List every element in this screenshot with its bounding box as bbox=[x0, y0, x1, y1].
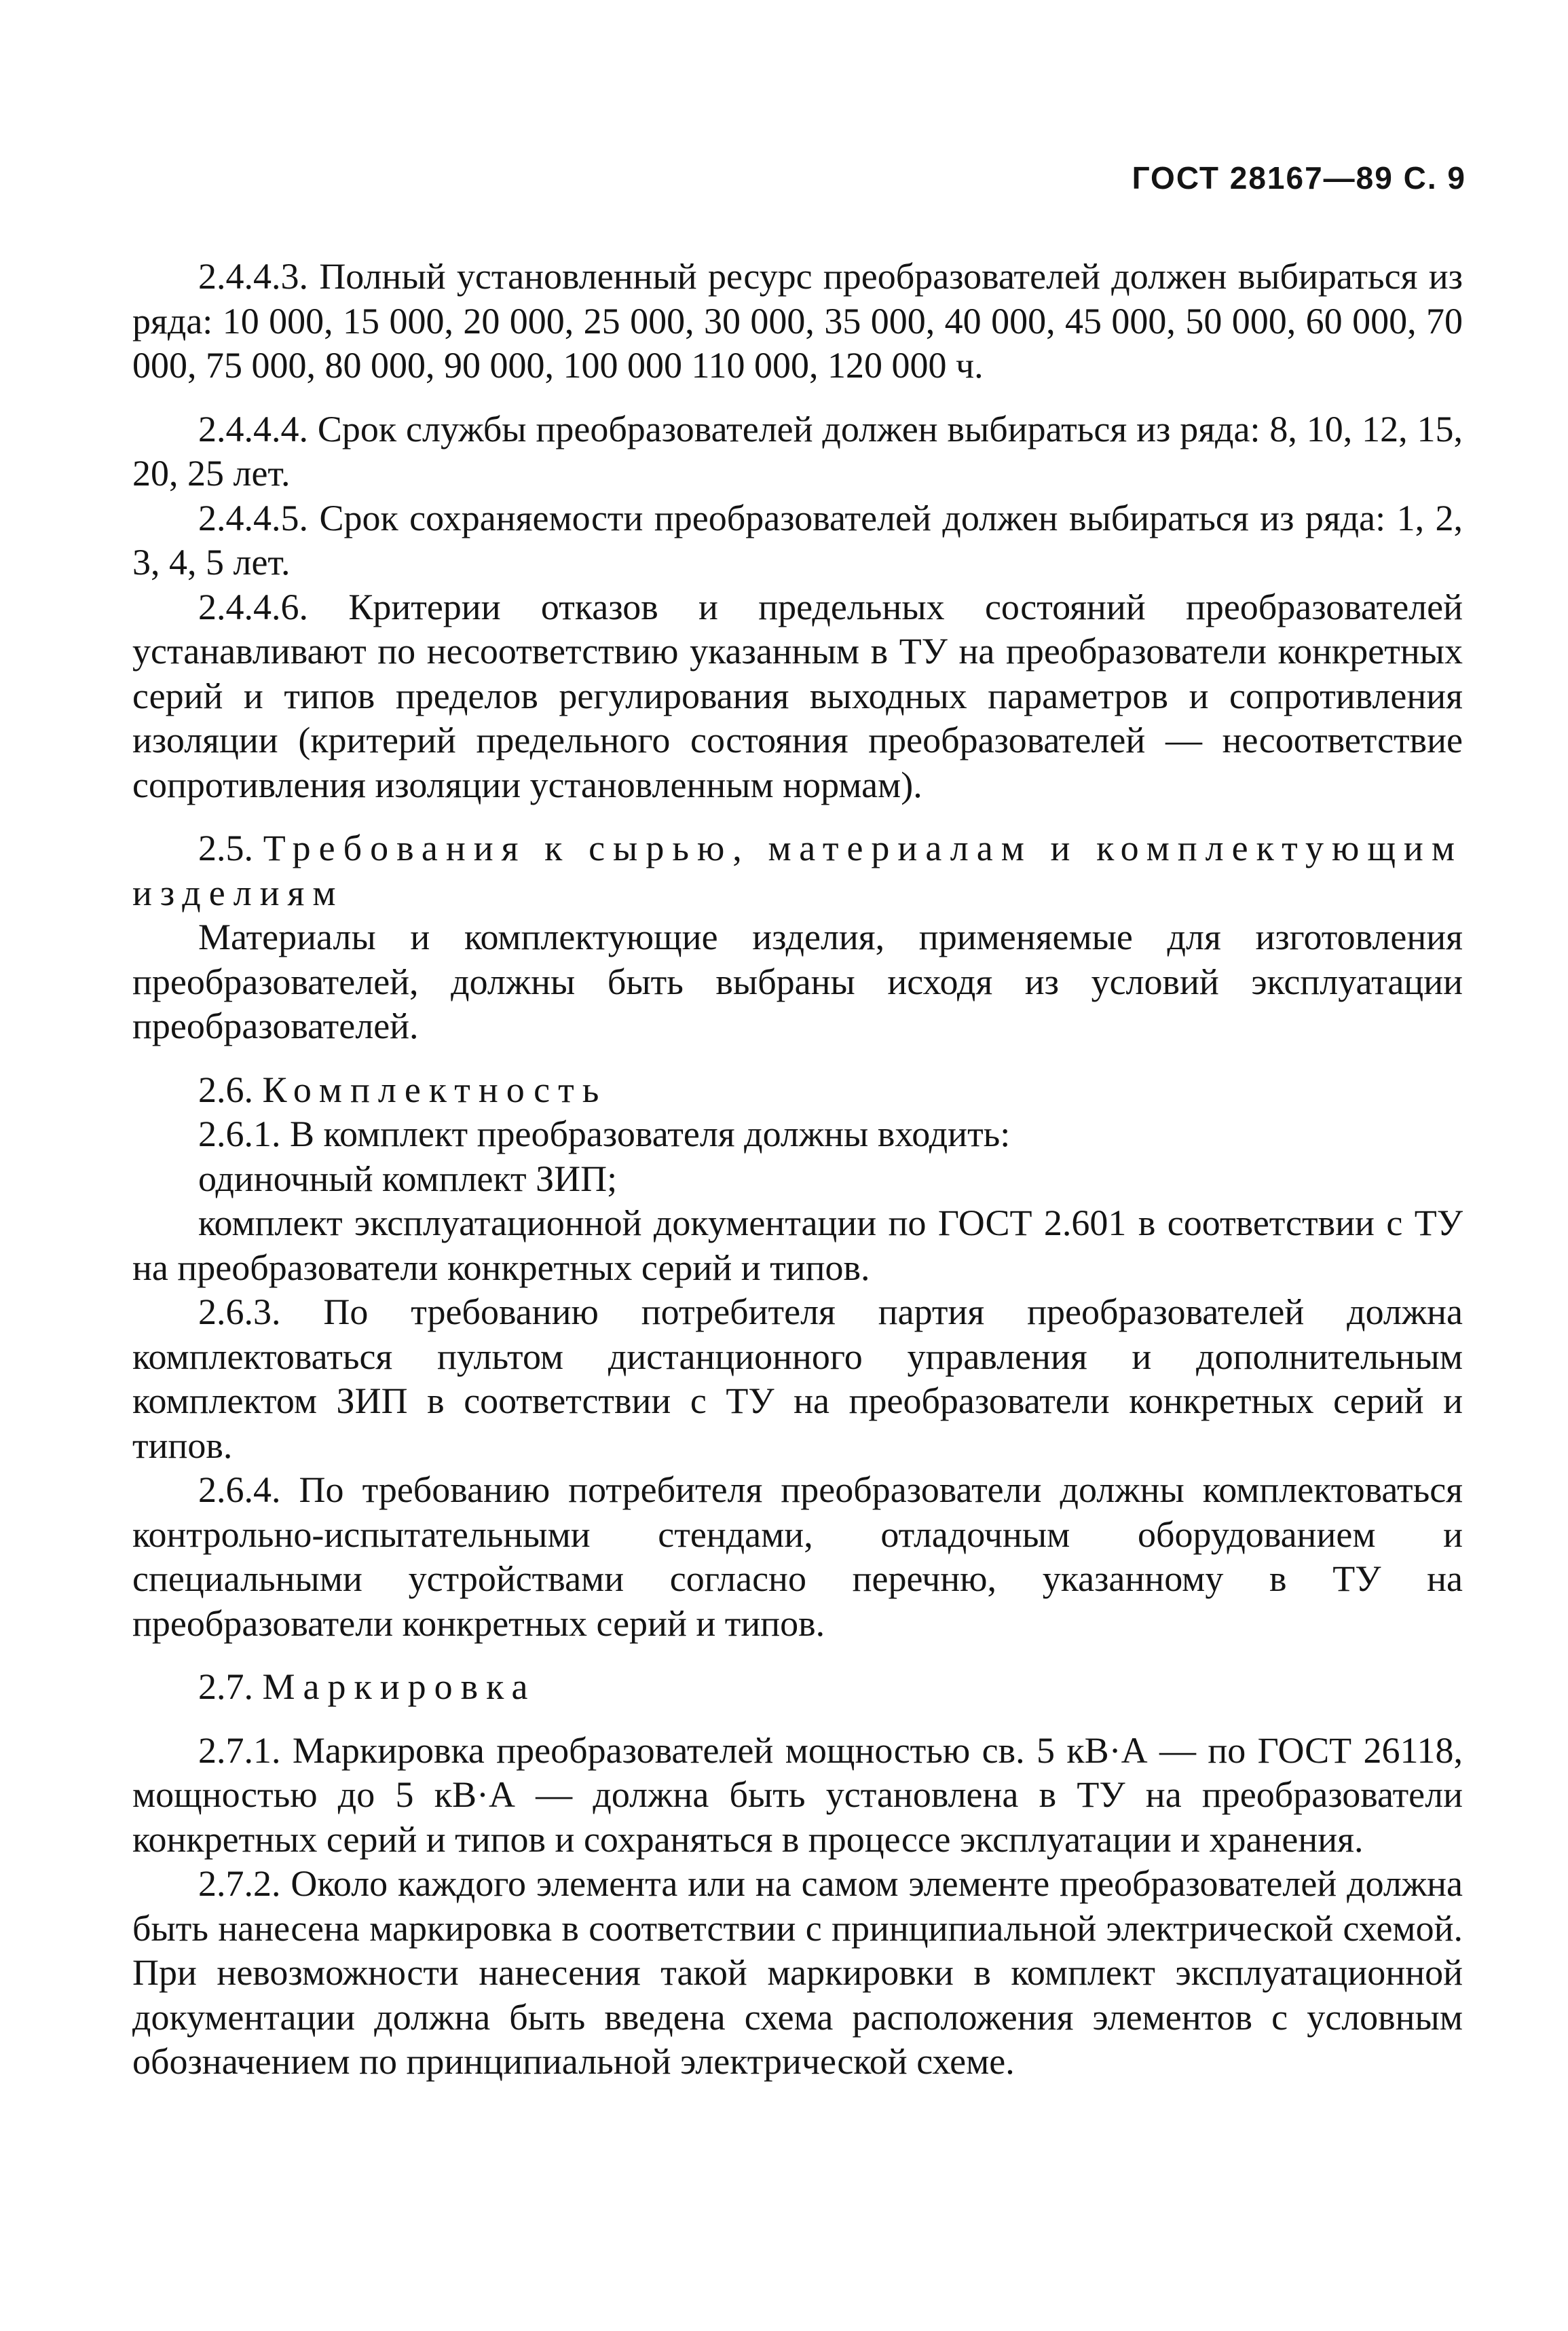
clause-number: 2.4.4.6. bbox=[198, 586, 308, 627]
clause-number: 2.7.1. bbox=[198, 1729, 281, 1771]
clause-text: В комплект преобразователя должны входить: bbox=[290, 1114, 1011, 1154]
clause-text: Маркировка преобразователей мощностью св. 5 кВ·А — по ГОСТ 26118, мощностью до 5 кВ·А — должна быть установлена в ТУ на преобразователи конкретных серий и типов и сохраняться в процессе эксплуатации и хранения. bbox=[132, 1729, 1463, 1860]
clause-2-4-4-6 bbox=[132, 585, 1463, 808]
clause-number: 2.6.3. bbox=[198, 1291, 281, 1332]
section-number: 2.7. bbox=[198, 1666, 253, 1707]
clause-number: 2.6.4. bbox=[198, 1469, 281, 1510]
clause-2-4-4-5 bbox=[132, 496, 1463, 585]
clause-text: Критерии отказов и предельных состояний преобразователей устанавливают по несоответствию указанным в ТУ на преобразователи конкретных серий и типов пределов регулирования выходных параметров и сопротивления изоляции (критерий предельного состояния преобразователей — несоответствие сопротивления изоляции установленным нормам). bbox=[132, 586, 1463, 805]
clause-text: Около каждого элемента или на самом элементе преобразователей должна быть нанесена маркировка в соответствии с принципиальной электрической схемой. При невозможности нанесения такой маркировки в комплект эксплуатационной документации должна быть введена схема расположения элементов с условным обозначением по принципиальной электрической схеме. bbox=[132, 1863, 1463, 2082]
clause-text: По требованию потребителя партия преобразователей должна комплектоваться пультом дистанционного управления и дополнительным комплектом ЗИП в соответствии с ТУ на преобразователи конкретных серий и типов. bbox=[132, 1291, 1463, 1466]
page-header: ГОСТ 28167—89 С. 9 bbox=[1132, 160, 1466, 196]
clause-2-7-1 bbox=[132, 1729, 1463, 1862]
clause-text: Срок сохраняемости преобразователей должен выбираться из ряда: 1, 2, 3, 4, 5 лет. bbox=[132, 497, 1463, 583]
paragraph-text: Материалы и комплектующие изделия, применяемые для изготовления преобразователей, должны быть выбраны исходя из условий эксплуатации преобразователей. bbox=[132, 917, 1463, 1046]
clause-number: 2.7.2. bbox=[198, 1863, 281, 1904]
section-number: 2.5. bbox=[198, 828, 253, 868]
clause-2-7-2 bbox=[132, 1862, 1463, 2085]
clause-2-4-4-4 bbox=[132, 407, 1463, 496]
clause-2-6-3 bbox=[132, 1290, 1463, 1468]
clause-text: Срок службы преобразователей должен выбираться из ряда: 8, 10, 12, 15, 20, 25 лет. bbox=[132, 408, 1463, 494]
clause-text: Полный установленный ресурс преобразователей должен выбираться из ряда: 10 000, 15 000, 20 000, 25 000, 30 000, 35 000, 40 000, 45 000, 50 000, 60 000, 70 000, 75 000, 80 000, 90 000, 100 000 110 000, 120 000 ч. bbox=[132, 256, 1463, 386]
section-number: 2.6. bbox=[198, 1069, 253, 1110]
clause-number: 2.4.4.5. bbox=[198, 497, 308, 538]
document-body bbox=[132, 255, 1463, 2085]
clause-number: 2.4.4.3. bbox=[198, 256, 308, 297]
section-heading-2-5 bbox=[132, 826, 1463, 915]
list-item-zip bbox=[132, 1157, 1463, 1202]
section-heading-2-6 bbox=[132, 1068, 1463, 1113]
section-heading-2-7 bbox=[132, 1665, 1463, 1710]
paragraph-materials bbox=[132, 915, 1463, 1049]
clause-number: 2.4.4.4. bbox=[198, 408, 308, 449]
list-item-documentation bbox=[132, 1201, 1463, 1290]
section-title: Маркировка bbox=[262, 1666, 536, 1707]
clause-2-6-1 bbox=[132, 1112, 1463, 1157]
section-title: Требования к сырью, материалам и комплектующим изделиям bbox=[132, 828, 1463, 913]
clause-number: 2.6.1. bbox=[198, 1114, 281, 1154]
clause-2-4-4-3 bbox=[132, 255, 1463, 388]
list-item-text: одиночный комплект ЗИП; bbox=[198, 1158, 618, 1199]
clause-text: По требованию потребителя преобразователи должны комплектоваться контрольно-испытательными стендами, отладочным оборудованием и специальными устройствами согласно перечню, указанному в ТУ на преобразователи конкретных серий и типов. bbox=[132, 1469, 1463, 1644]
clause-2-6-4 bbox=[132, 1468, 1463, 1646]
list-item-text: комплект эксплуатационной документации по ГОСТ 2.601 в соответствии с ТУ на преобразователи конкретных серий и типов. bbox=[132, 1203, 1463, 1288]
section-title: Комплектность bbox=[262, 1069, 608, 1110]
